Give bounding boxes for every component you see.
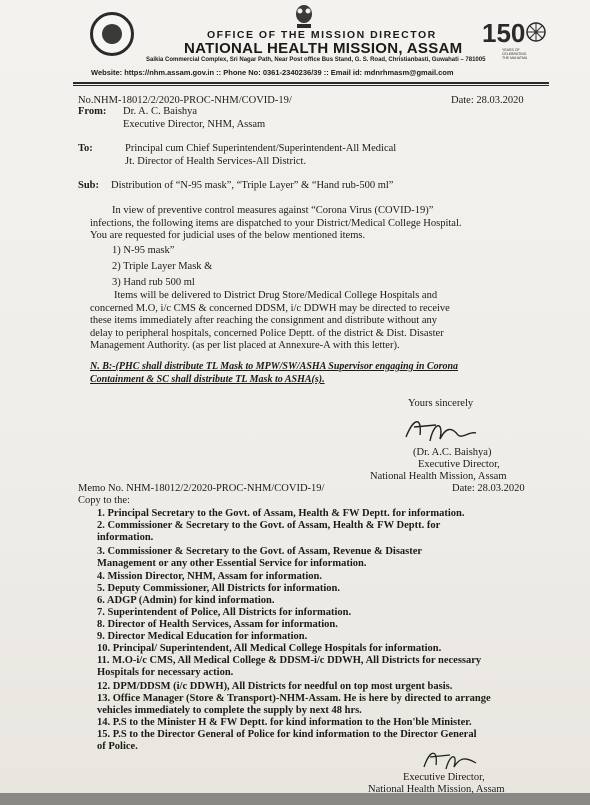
- office-address: Saikia Commercial Complex, Sri Nagar Path, Near Post office Bus Stand, G. S. Road, Christianbasti, Guwahati – 781005: [146, 57, 486, 63]
- subject: Distribution of “N-95 mask”, “Triple Layer” & “Hand rub-500 ml”: [111, 180, 394, 191]
- header-rule-thin: [73, 85, 549, 86]
- svg-text:YEARS OF: YEARS OF: [502, 48, 520, 52]
- list-item: 2) Triple Layer Mask &: [112, 261, 213, 272]
- copy-list-item: information.: [97, 532, 154, 543]
- copy-list-item: vehicles immediately to complete the supply by next 48 hrs.: [97, 705, 362, 716]
- copy-list-item: 5. Deputy Commissioner, All Districts for information.: [97, 583, 340, 594]
- letter-date: Date: 28.03.2020: [451, 95, 524, 106]
- signatory-organization: National Health Mission, Assam: [370, 471, 507, 482]
- office-title: OFFICE OF THE MISSION DIRECTOR: [207, 29, 437, 41]
- copy-list-item: 15. P.S to the Director General of Police for kind information to the Director General: [97, 729, 477, 740]
- copy-list-item: 10. Principal/ Superintendent, All Medical College Hospitals for information.: [97, 643, 442, 654]
- body-line: In view of preventive control measures against “Corona Virus (COVID-19)”: [112, 205, 434, 216]
- from-name: Dr. A. C. Baishya: [123, 106, 198, 117]
- signature-image: [400, 413, 480, 447]
- body-paragraph-2: [90, 290, 450, 353]
- to-label: To:: [78, 143, 93, 154]
- body-line: concerned M.O, i/c CMS & concerned DDSM, i/c DDWH may be directed to receive: [90, 302, 450, 314]
- copy-list-item: 14. P.S to the Minister H & FW Deptt. for kind information to the Hon'ble Minister.: [97, 717, 472, 728]
- svg-text:150: 150: [482, 18, 526, 48]
- note-line-1: N. B:-(PHC shall distribute TL Mask to MPW/SW/ASHA Supervisor engaging in Corona: [90, 361, 459, 372]
- copy-list-item: Hospitals for necessary action.: [97, 667, 234, 678]
- memo-number: Memo No. NHM-18012/2/2020-PROC-NHM/COVID-19/: [78, 483, 325, 494]
- memo-signature-image: [420, 745, 480, 775]
- body-line: Items will be delivered to District Drug Store/Medical College Hospitals and: [114, 290, 438, 301]
- copy-list-item: 3. Commissioner & Secretary to the Govt. of Assam, Revenue & Disaster: [97, 546, 423, 557]
- signatory-designation: Executive Director,: [418, 459, 500, 470]
- contact-line: Website: https://nhm.assam.gov.in :: Phone No: 0361-2340236/39 :: Email id: mdnrhmasm@gmail.com: [91, 68, 454, 77]
- copy-list-item: 8. Director of Health Services, Assam for information.: [97, 619, 338, 630]
- from-label: From:: [78, 106, 107, 117]
- copy-list-item: of Police.: [97, 741, 138, 752]
- closing: Yours sincerely: [408, 398, 474, 409]
- list-item: 1) N-95 mask”: [112, 245, 175, 256]
- svg-text:THE MAHATMA: THE MAHATMA: [502, 56, 528, 60]
- to-line-1: Principal cum Chief Superintendent/Superintendent-All Medical: [125, 143, 397, 154]
- from-designation: Executive Director, NHM, Assam: [123, 119, 266, 130]
- copy-list-item: 4. Mission Director, NHM, Assam for information.: [97, 571, 322, 582]
- body-line: You are requested for judicial uses of the below mentioned items.: [90, 230, 366, 241]
- copy-list-item: 12. DPM/DDSM (i/c DDWH), All Districts for needful on top most urgent basis.: [97, 681, 453, 692]
- copy-list-item: 7. Superintendent of Police, All Districts for information.: [97, 607, 352, 618]
- copy-list-item: 11. M.O-i/c CMS, All Medical College & DDSM-i/c DDWH, All Districts for necessary: [97, 655, 482, 666]
- nhm-logo: [90, 12, 134, 56]
- copy-list-item: 1. Principal Secretary to the Govt. of Assam, Health & FW Deptt. for information.: [97, 508, 465, 519]
- memo-date: Date: 28.03.2020: [452, 483, 525, 494]
- reference-number: No.NHM-18012/2/2020-PROC-NHM/COVID-19/: [78, 95, 292, 106]
- national-emblem-icon: [293, 2, 315, 30]
- copy-list-item: Management or any other Essential Service for information.: [97, 558, 367, 569]
- memo-signatory-organization: National Health Mission, Assam: [368, 784, 505, 795]
- copy-list-item: 2. Commissioner & Secretary to the Govt. of Assam, Health & FW Deptt. for: [97, 520, 441, 531]
- copy-list-item: 13. Office Manager (Store & Transport)-NHM-Assam. He is here by directed to arrange: [97, 693, 491, 704]
- header-rule: [73, 82, 549, 84]
- copy-to-label: Copy to the:: [78, 495, 130, 506]
- copy-list-item: 9. Director Medical Education for information.: [97, 631, 308, 642]
- list-item: 3) Hand rub 500 ml: [112, 277, 195, 288]
- copy-list-item: 6. ADGP (Admin) for kind information.: [97, 595, 275, 606]
- organization-name: NATIONAL HEALTH MISSION, ASSAM: [184, 40, 463, 57]
- body-paragraph-1: [90, 205, 462, 243]
- body-line: infections, the following items are dispatched to your District/Medical College Hospital.: [90, 217, 462, 229]
- gandhi-150-logo: [482, 18, 546, 62]
- svg-text:CELEBRATING: CELEBRATING: [502, 52, 527, 56]
- body-line: delay to peripheral hospitals, concerned Police Deptt. of the district & Dist. Disaster: [90, 327, 444, 339]
- subject-label: Sub:: [78, 180, 100, 191]
- memo-signatory-designation: Executive Director,: [403, 772, 485, 783]
- body-line: Management Authority. (as per list placed at Annexure-A with this letter).: [90, 340, 400, 351]
- to-line-2: Jt. Director of Health Services-All District.: [125, 156, 307, 167]
- signatory-name: (Dr. A.C. Baishya): [413, 447, 492, 458]
- note-line-2: Containment & SC shall distribute TL Mask to ASHA(s).: [90, 374, 325, 385]
- body-line: these items immediately after reaching the consignment and distribute without any: [90, 315, 437, 326]
